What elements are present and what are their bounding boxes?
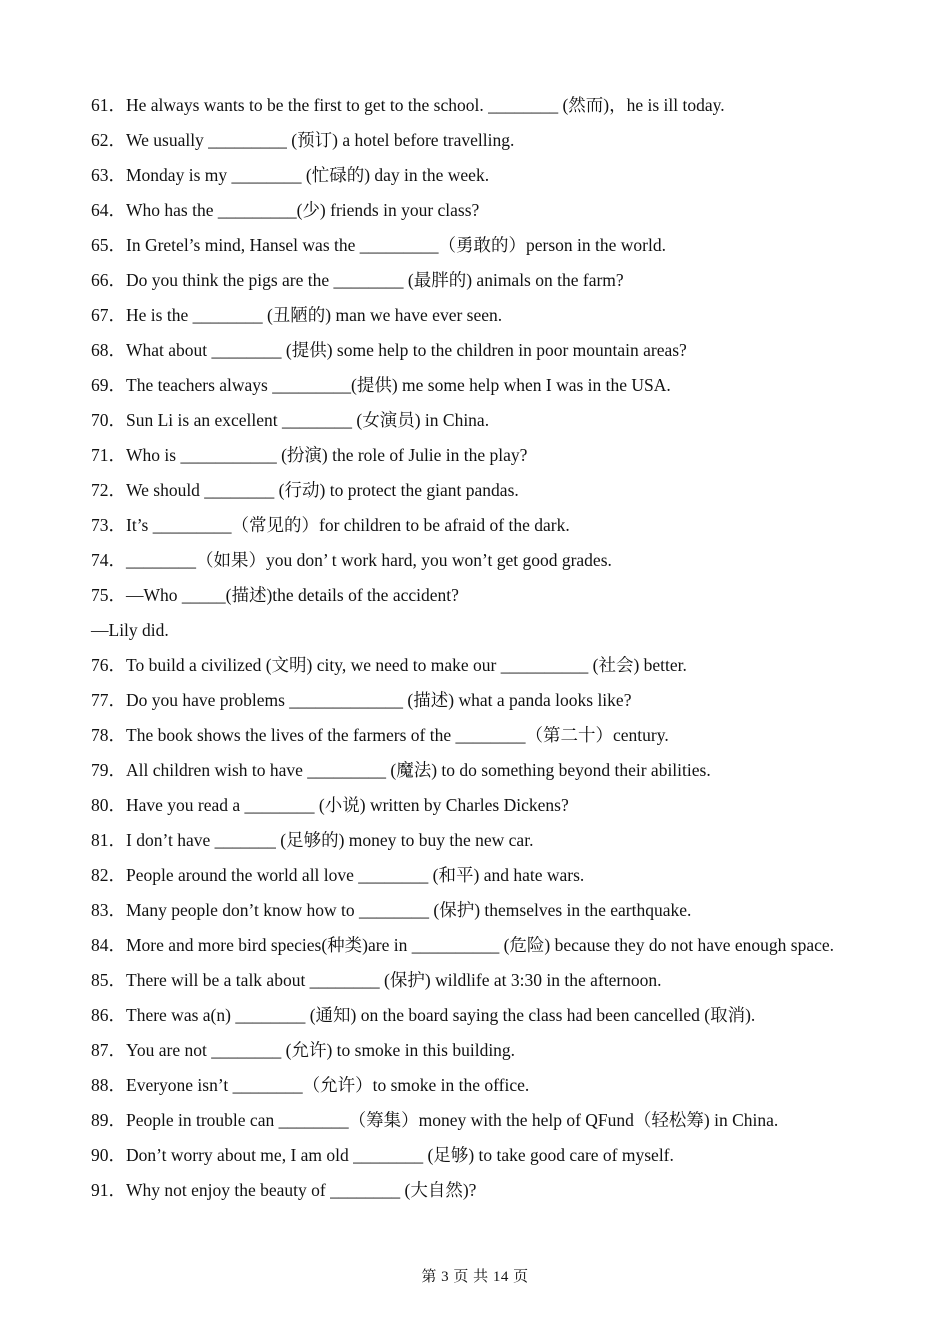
question-number: 78． [91,725,126,745]
question-item [91,998,866,1033]
question-number: 67． [91,305,126,325]
question-number: 72． [91,480,126,500]
question-item [91,648,866,683]
question-number: 75． [91,585,126,605]
question-number: 76． [91,655,126,675]
question-text: We usually _________ (预订) a hotel before travelling. [126,130,515,150]
question-item [91,1103,866,1138]
question-number: 64． [91,200,126,220]
question-text: The teachers always _________(提供) me some help when I was in the USA. [126,375,671,395]
question-text: Have you read a ________ (小说) written by Charles Dickens? [126,795,569,815]
question-item [91,788,866,823]
question-text: You are not ________ (允许) to smoke in this building. [126,1040,516,1060]
question-number: 82． [91,865,126,885]
question-item [91,438,866,473]
question-item [91,333,866,368]
question-number: 90． [91,1145,126,1165]
question-text: More and more bird species(种类)are in __________ (危险) because they do not have enough space. [126,935,835,955]
question-text: There will be a talk about ________ (保护) wildlife at 3:30 in the afternoon. [126,970,662,990]
question-text: To build a civilized (文明) city, we need to make our __________ (社会) better. [126,655,687,675]
question-item [91,1138,866,1173]
question-number: 86． [91,1005,126,1025]
question-text: The book shows the lives of the farmers of the ________（第二十）century. [126,725,669,745]
question-text: —Who _____(描述)the details of the accident? [126,585,459,605]
question-item [91,123,866,158]
question-number: 80． [91,795,126,815]
question-number: 85． [91,970,126,990]
question-list [91,88,866,1208]
question-text: He always wants to be the first to get to the school. ________ (然而)，he is ill today. [126,95,725,115]
question-item [91,928,866,963]
question-text: What about ________ (提供) some help to the children in poor mountain areas? [126,340,687,360]
question-number: 79． [91,760,126,780]
question-item [91,368,866,403]
question-item [91,963,866,998]
question-item [91,263,866,298]
question-text: Who has the _________(少) friends in your class? [126,200,480,220]
question-item [91,683,866,718]
question-item [91,578,866,648]
question-number: 73． [91,515,126,535]
question-item [91,298,866,333]
question-text: He is the ________ (丑陋的) man we have ever seen. [126,305,503,325]
question-number: 91． [91,1180,126,1200]
question-text: Don’t worry about me, I am old ________ (足够) to take good care of myself. [126,1145,674,1165]
question-item [91,403,866,438]
question-item [91,543,866,578]
question-item [91,508,866,543]
question-text: Everyone isn’t ________（允许）to smoke in the office. [126,1075,530,1095]
question-number: 84． [91,935,126,955]
question-number: 69． [91,375,126,395]
question-number: 71． [91,445,126,465]
question-number: 70． [91,410,126,430]
question-number: 68． [91,340,126,360]
question-text: People around the world all love ________ (和平) and hate wars. [126,865,585,885]
question-text: It’s _________（常见的）for children to be afraid of the dark. [126,515,570,535]
question-item [91,88,866,123]
question-text: All children wish to have _________ (魔法) to do something beyond their abilities. [126,760,711,780]
question-text: We should ________ (行动) to protect the giant pandas. [126,480,519,500]
question-number: 62． [91,130,126,150]
question-number: 88． [91,1075,126,1095]
question-number: 81． [91,830,126,850]
question-item [91,858,866,893]
question-number: 61． [91,95,126,115]
question-item [91,228,866,263]
question-text: I don’t have _______ (足够的) money to buy the new car. [126,830,534,850]
question-number: 89． [91,1110,126,1130]
question-number: 65． [91,235,126,255]
question-text: Who is ___________ (扮演) the role of Julie in the play? [126,445,528,465]
question-item [91,718,866,753]
question-text: Sun Li is an excellent ________ (女演员) in China. [126,410,490,430]
question-text: There was a(n) ________ (通知) on the board saying the class had been cancelled (取消). [126,1005,756,1025]
question-item [91,893,866,928]
question-number: 66． [91,270,126,290]
question-text: Do you think the pigs are the ________ (最胖的) animals on the farm? [126,270,624,290]
answer-line: —Lily did. [91,620,169,640]
question-item [91,753,866,788]
question-number: 83． [91,900,126,920]
question-item [91,1068,866,1103]
question-number: 63． [91,165,126,185]
question-item [91,158,866,193]
question-text: Many people don’t know how to ________ (保护) themselves in the earthquake. [126,900,692,920]
question-number: 74． [91,550,126,570]
question-item [91,473,866,508]
question-item [91,823,866,858]
question-text: Why not enjoy the beauty of ________ (大自然)? [126,1180,477,1200]
question-number: 87． [91,1040,126,1060]
question-text: Monday is my ________ (忙碌的) day in the week. [126,165,490,185]
page-footer: 第 3 页 共 14 页 [421,1269,529,1285]
question-item [91,1173,866,1208]
question-item [91,1033,866,1068]
question-text: ________（如果）you don’ t work hard, you won’t get good grades. [126,550,612,570]
question-item [91,193,866,228]
question-number: 77． [91,690,126,710]
question-text: People in trouble can ________（筹集）money with the help of QFund（轻松筹) in China. [126,1110,779,1130]
question-text: In Gretel’s mind, Hansel was the _________（勇敢的）person in the world. [126,235,666,255]
question-text: Do you have problems _____________ (描述) what a panda looks like? [126,690,632,710]
